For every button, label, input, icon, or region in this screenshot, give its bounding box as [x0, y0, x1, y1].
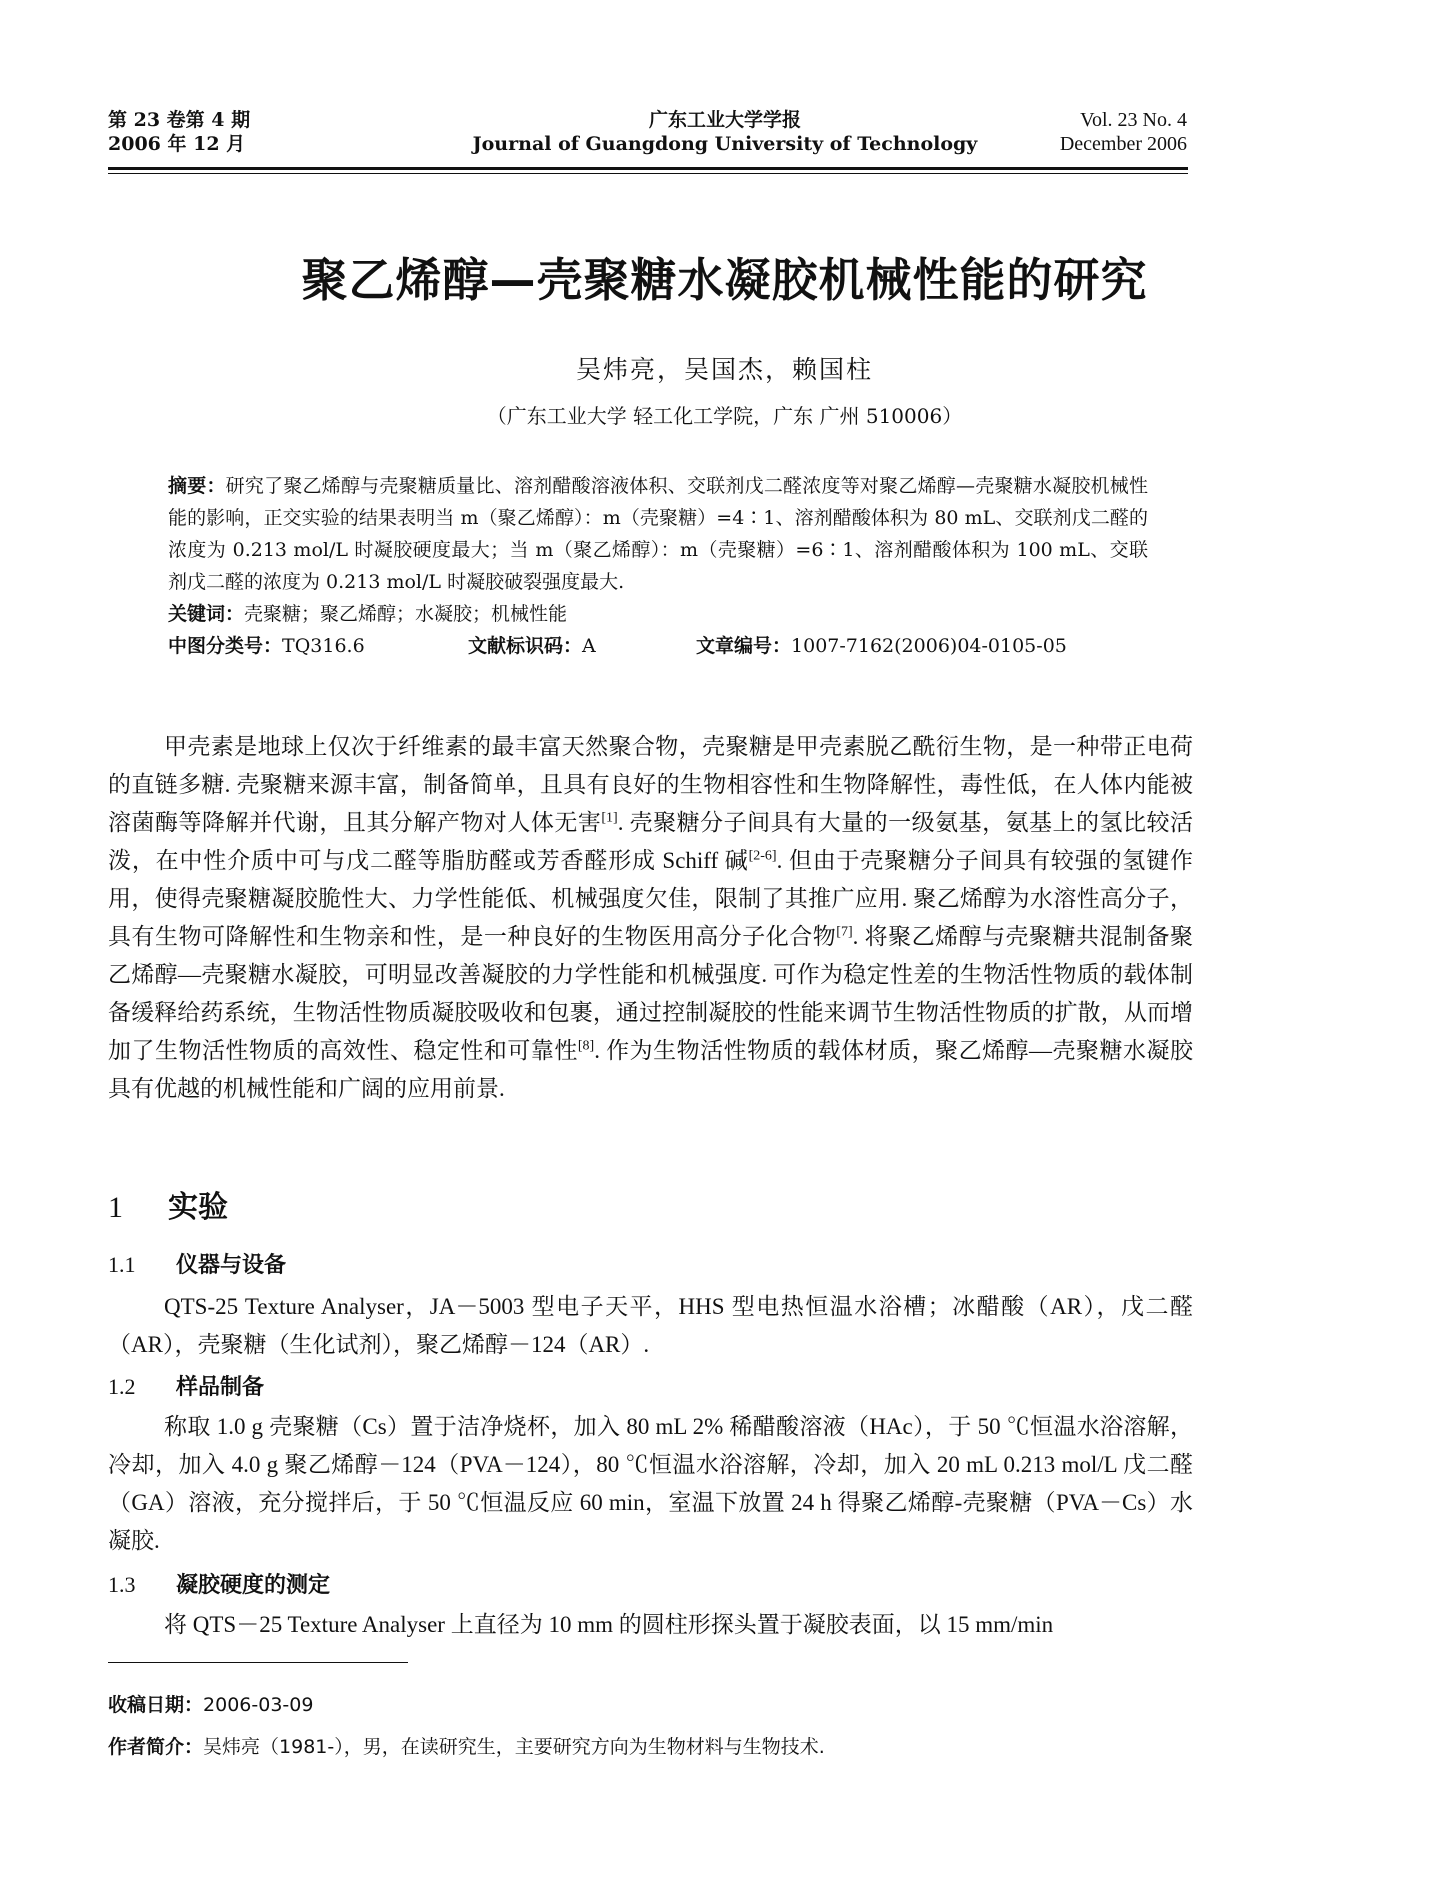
subsection-heading-1-1: 1.1 仪器与设备: [108, 1252, 287, 1278]
paper-authors: 吴炜亮，吴国杰，赖国柱: [575, 355, 873, 384]
footnote-author-bio: 作者简介：吴炜亮（1981-），男，在读研究生，主要研究方向为生物材料与生物技术.: [108, 1736, 825, 1758]
citation-ref: [1]: [601, 810, 618, 826]
subsection-heading-1-2: 1.2 样品制备: [108, 1374, 265, 1400]
section-heading-1: 1 实验: [108, 1190, 228, 1225]
subsection-text-1-3: 将 QTS－25 Texture Analyser 上直径为 10 mm 的圆柱形探头置于凝胶表面，以 15 mm/min: [164, 1612, 1054, 1637]
paper-affiliation: （广东工业大学 轻工化工学院，广东 广州 510006）: [486, 404, 963, 428]
header-date-cn: 2006 年 12 月: [108, 133, 246, 155]
header-volume-en-block: [1060, 108, 1187, 156]
header-date-en: December 2006: [1059, 133, 1187, 155]
header-rule-thick: [108, 167, 1188, 170]
abstract-text: 研究了聚乙烯醇与壳聚糖质量比、溶剂醋酸溶液体积、交联剂戊二醛浓度等对聚乙烯醇—壳聚糖水凝胶机械性能的影响，正交实验的结果表明当 m（聚乙烯醇）：m（壳聚糖）=4∶1、溶剂醋酸体积为 80 mL、交联剂戊二醛的浓度为 0.213 mol/L 时凝胶硬度最大；当 m（聚乙烯醇）：m（壳聚糖）=6∶1、溶剂醋酸体积为 100 mL、交联剂戊二醛的浓度为 0.213 mol/L 时凝胶破裂强度最大.: [168, 475, 1148, 593]
classification-row: [168, 630, 1148, 662]
header-volume-block: [108, 108, 250, 156]
header-journal-en: Journal of Guangdong University of Technology: [472, 133, 978, 155]
abstract-block: [168, 470, 1148, 662]
subsection-text-1-1: QTS-25 Texture Analyser，JA－5003 型电子天平，HHS 型电热恒温水浴槽；冰醋酸（AR），戊二醛（AR），壳聚糖（生化试剂），聚乙烯醇－124（AR）.: [108, 1294, 1193, 1357]
keywords-text: 壳聚糖；聚乙烯醇；水凝胶；机械性能: [244, 603, 568, 625]
subsection-heading-1-3: 1.3 凝胶硬度的测定: [108, 1572, 331, 1598]
abstract: [168, 470, 1148, 598]
intro-paragraph: 甲壳素是地球上仅次于纤维素的最丰富天然聚合物，壳聚糖是甲壳素脱乙酰衍生物，是一种带正电荷的直链多糖. 壳聚糖来源丰富，制备简单，且具有良好的生物相容性和生物降解性，毒性低，在人体内能被溶菌酶等降解并代谢，且其分解产物对人体无害[1]. 壳聚糖分子间具有大量的一级氨基，氨基上的氢比较活泼，在中性介质中可与戊二醛等脂肪醛或芳香醛形成 Schiff 碱[2-6]. 但由于壳聚糖分子间具有较强的氢键作用，使得壳聚糖凝胶脆性大、力学性能低、机械强度欠佳，限制了其推广应用. 聚乙烯醇为水溶性高分子，具有生物可降解性和生物亲和性，是一种良好的生物医用高分子化合物[7]. 将聚乙烯醇与壳聚糖共混制备聚乙烯醇—壳聚糖水凝胶，可明显改善凝胶的力学性能和机械强度. 可作为稳定性差的生物活性物质的载体制备缓释给药系统，生物活性物质凝胶吸收和包裹，通过控制凝胶的性能来调节生物活性物质的扩散，从而增加了生物活性物质的高效性、稳定性和可靠性[8]. 作为生物活性物质的载体材质，聚乙烯醇—壳聚糖水凝胶具有优越的机械性能和广阔的应用前景.: [108, 734, 1194, 1101]
citation-ref: [8]: [577, 1038, 595, 1054]
header-journal-cn: 广东工业大学学报: [648, 109, 801, 131]
article-number: 文章编号：1007-7162(2006)04-0105-05: [696, 635, 1067, 657]
header-journal-block: [300, 108, 1150, 156]
header-volume-cn: 第 23 卷第 4 期: [108, 109, 251, 131]
document-code: 文献标识码：A: [468, 635, 596, 657]
keywords-label: 关键词：: [168, 603, 245, 625]
citation-ref: [7]: [836, 924, 853, 940]
footnote-received: 收稿日期：2006-03-09: [108, 1694, 314, 1716]
subsection-text-1-2: 称取 1.0 g 壳聚糖（Cs）置于洁净烧杯，加入 80 mL 2% 稀醋酸溶液（HAc），于 50 ℃恒温水浴溶解，冷却，加入 4.0 g 聚乙烯醇－124（PVA－124），80 ℃恒温水浴溶解，冷却，加入 20 mL 0.213 mol/L 戊二醛（GA）溶液，充分搅拌后，于 50 ℃恒温反应 60 min，室温下放置 24 h 得聚乙烯醇-壳聚糖（PVA－Cs）水凝胶.: [108, 1414, 1193, 1553]
paper-title: 聚乙烯醇—壳聚糖水凝胶机械性能的研究: [301, 253, 1148, 307]
header-volume-en: Vol. 23 No. 4: [1080, 109, 1187, 131]
header-rule-thin: [108, 173, 1188, 174]
citation-ref: [2-6]: [748, 848, 777, 864]
abstract-label: 摘要：: [168, 475, 226, 497]
clc-number: 中图分类号：TQ316.6: [168, 635, 365, 657]
footnote-rule: [108, 1662, 408, 1663]
keywords: [168, 598, 1148, 630]
